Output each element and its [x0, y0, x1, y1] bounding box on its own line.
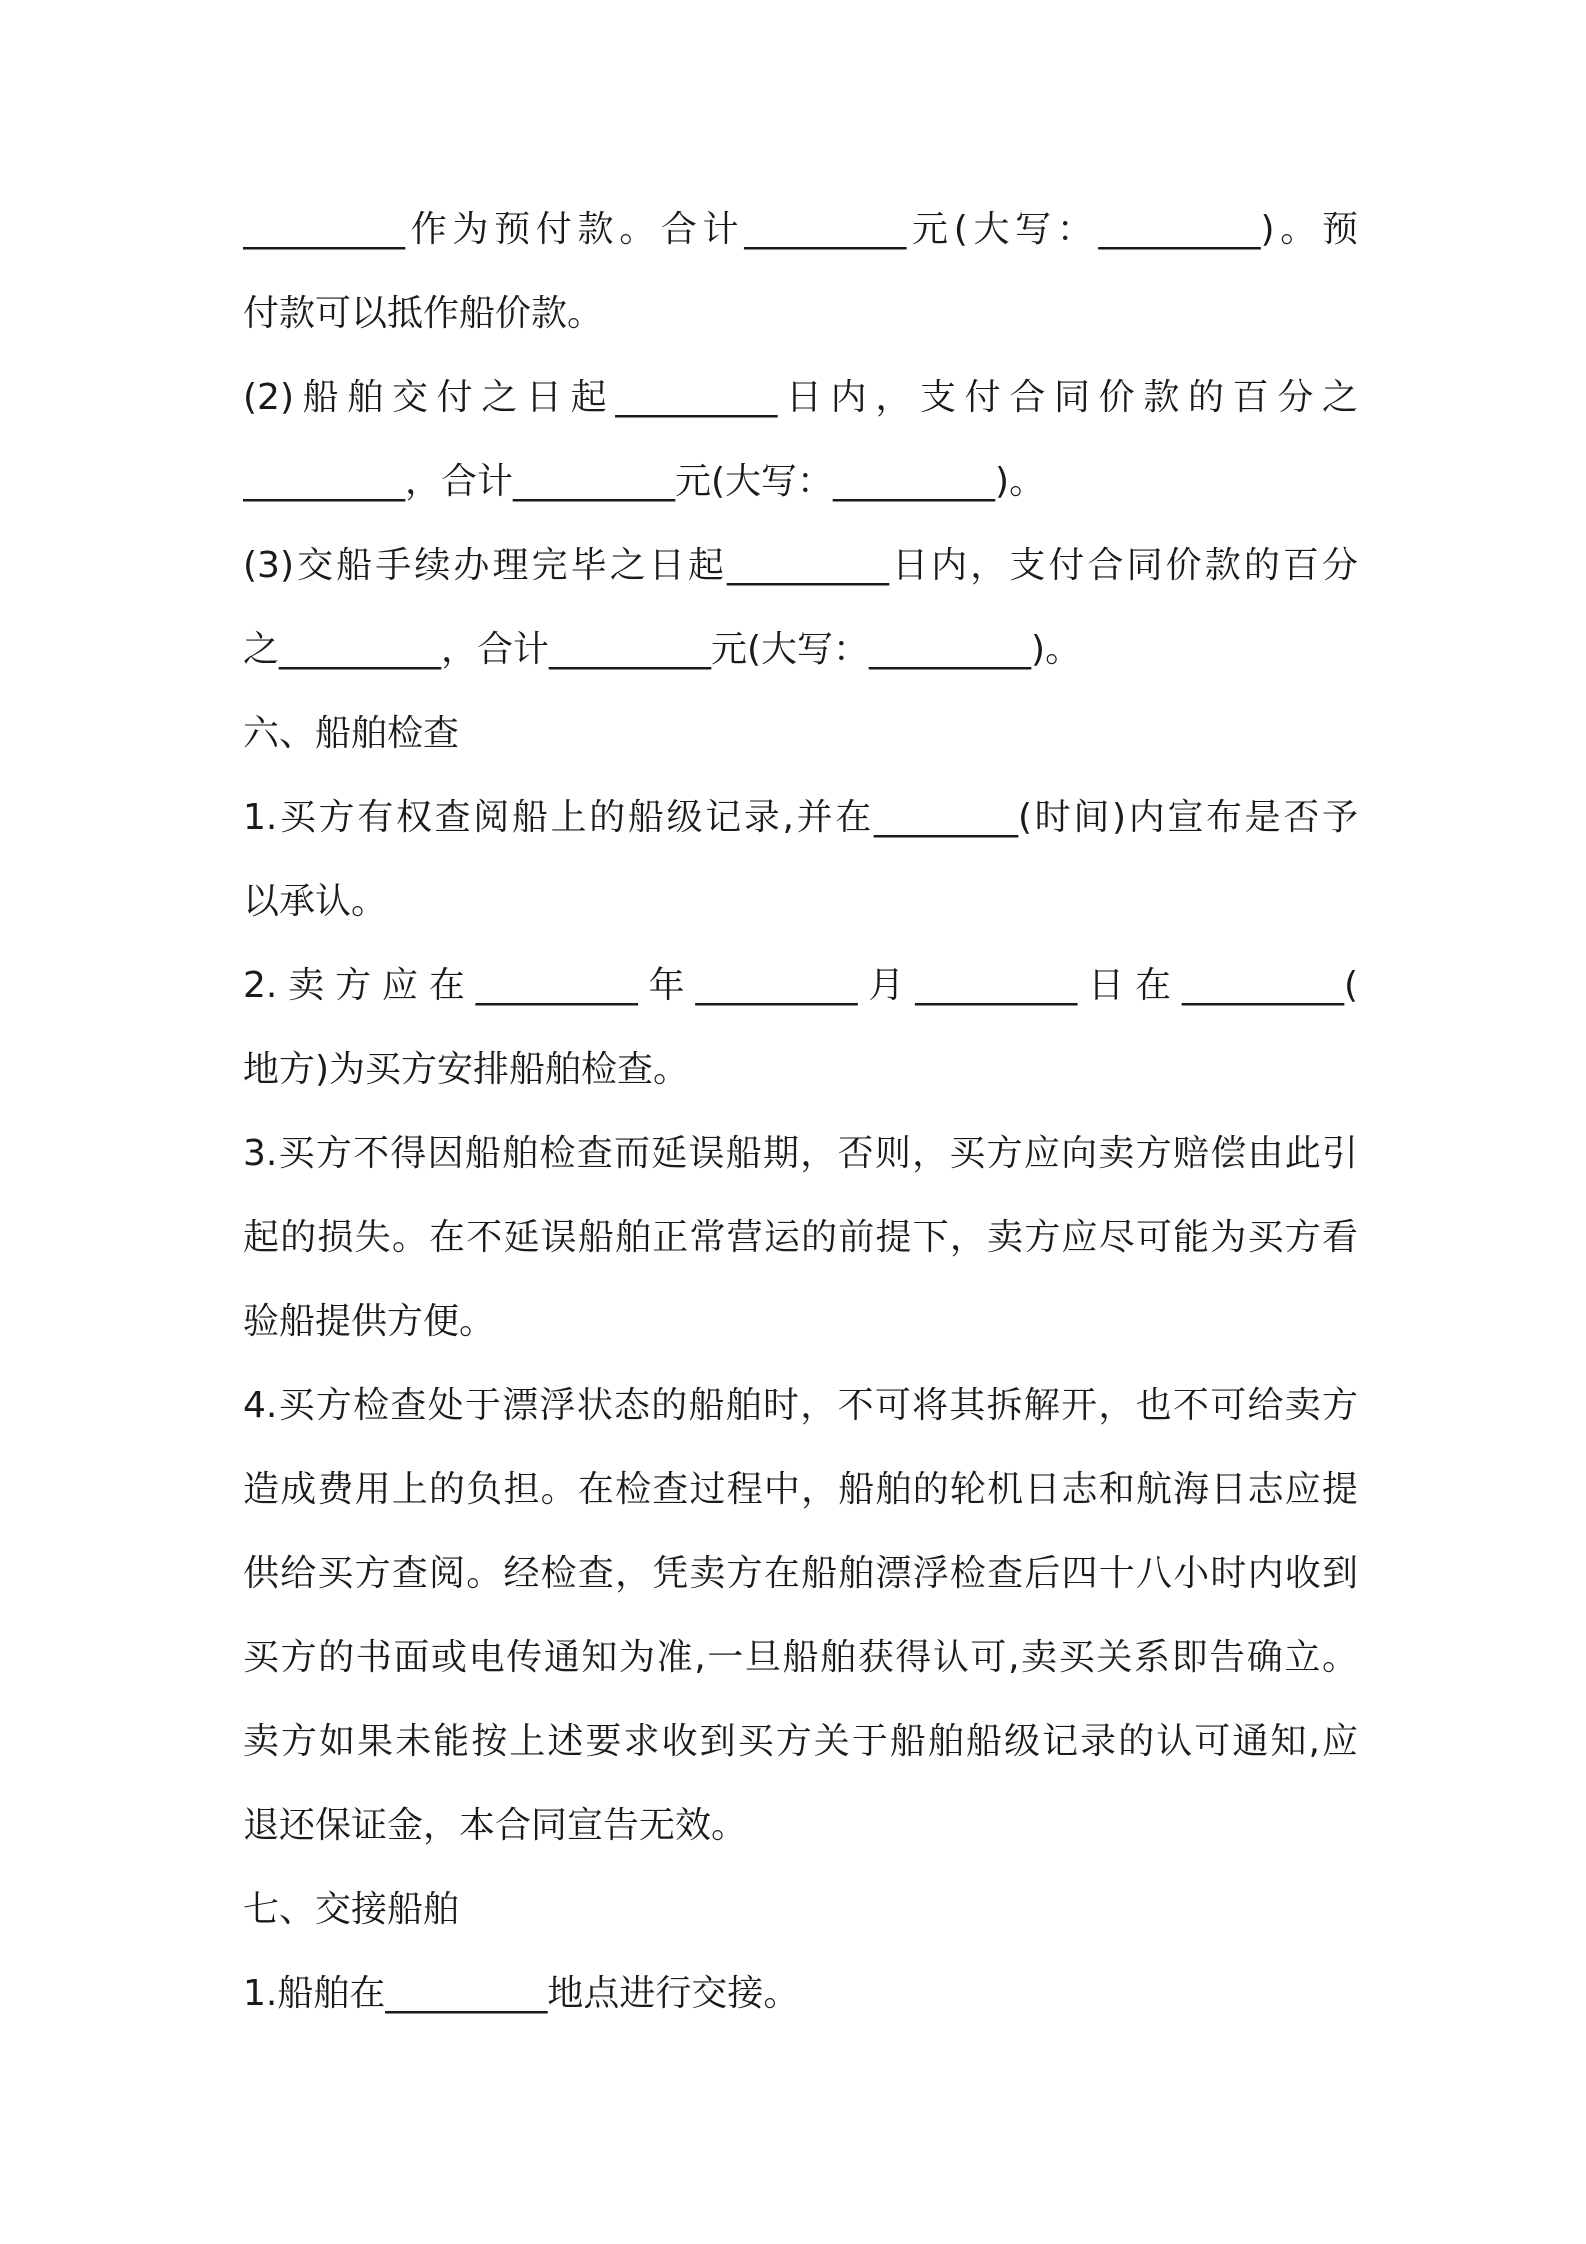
text-line: 2.卖方应在_________年_________月_________日在_________( — [243, 965, 1358, 1006]
text-line: 3.买方不得因船舶检查而延误船期，否则，买方应向卖方赔偿由此引 — [243, 1133, 1358, 1174]
text-line: 造成费用上的负担。在检查过程中，船舶的轮机日志和航海日志应提 — [243, 1469, 1358, 1510]
text-line: 之_________，合计_________元(大写：_________)。 — [243, 629, 1082, 670]
text-line: 卖方如果未能按上述要求收到买方关于船舶船级记录的认可通知,应 — [243, 1721, 1358, 1762]
text-line: 供给买方查阅。经检查，凭卖方在船舶漂浮检查后四十八小时内收到 — [243, 1553, 1358, 1594]
text-line: 起的损失。在不延误船舶正常营运的前提下，卖方应尽可能为买方看 — [243, 1217, 1358, 1258]
text-line: (3)交船手续办理完毕之日起_________日内，支付合同价款的百分 — [243, 545, 1358, 586]
text-line: 地方)为买方安排船舶检查。 — [243, 1049, 690, 1090]
text-line: 付款可以抵作船价款。 — [243, 293, 604, 334]
text-line: (2)船舶交付之日起_________日内，支付合同价款的百分之 — [243, 377, 1358, 418]
text-line: 1.船舶在_________地点进行交接。 — [243, 1973, 800, 2014]
text-line: 1.买方有权查阅船上的船级记录,并在________(时间)内宣布是否予 — [243, 797, 1358, 838]
text-line: 验船提供方便。 — [243, 1301, 496, 1342]
text-line: 买方的书面或电传通知为准,一旦船舶获得认可,卖买关系即告确立。 — [243, 1637, 1358, 1678]
text-line: 以承认。 — [243, 881, 388, 922]
text-line: _________作为预付款。合计_________元(大写：_________)。预 — [243, 209, 1358, 250]
section-heading: 六、船舶检查 — [243, 713, 460, 754]
text-line: _________，合计_________元(大写：_________)。 — [243, 461, 1046, 502]
text-line: 4.买方检查处于漂浮状态的船舶时，不可将其拆解开，也不可给卖方 — [243, 1385, 1358, 1426]
section-heading: 七、交接船舶 — [243, 1889, 460, 1930]
text-line: 退还保证金，本合同宣告无效。 — [243, 1805, 748, 1846]
